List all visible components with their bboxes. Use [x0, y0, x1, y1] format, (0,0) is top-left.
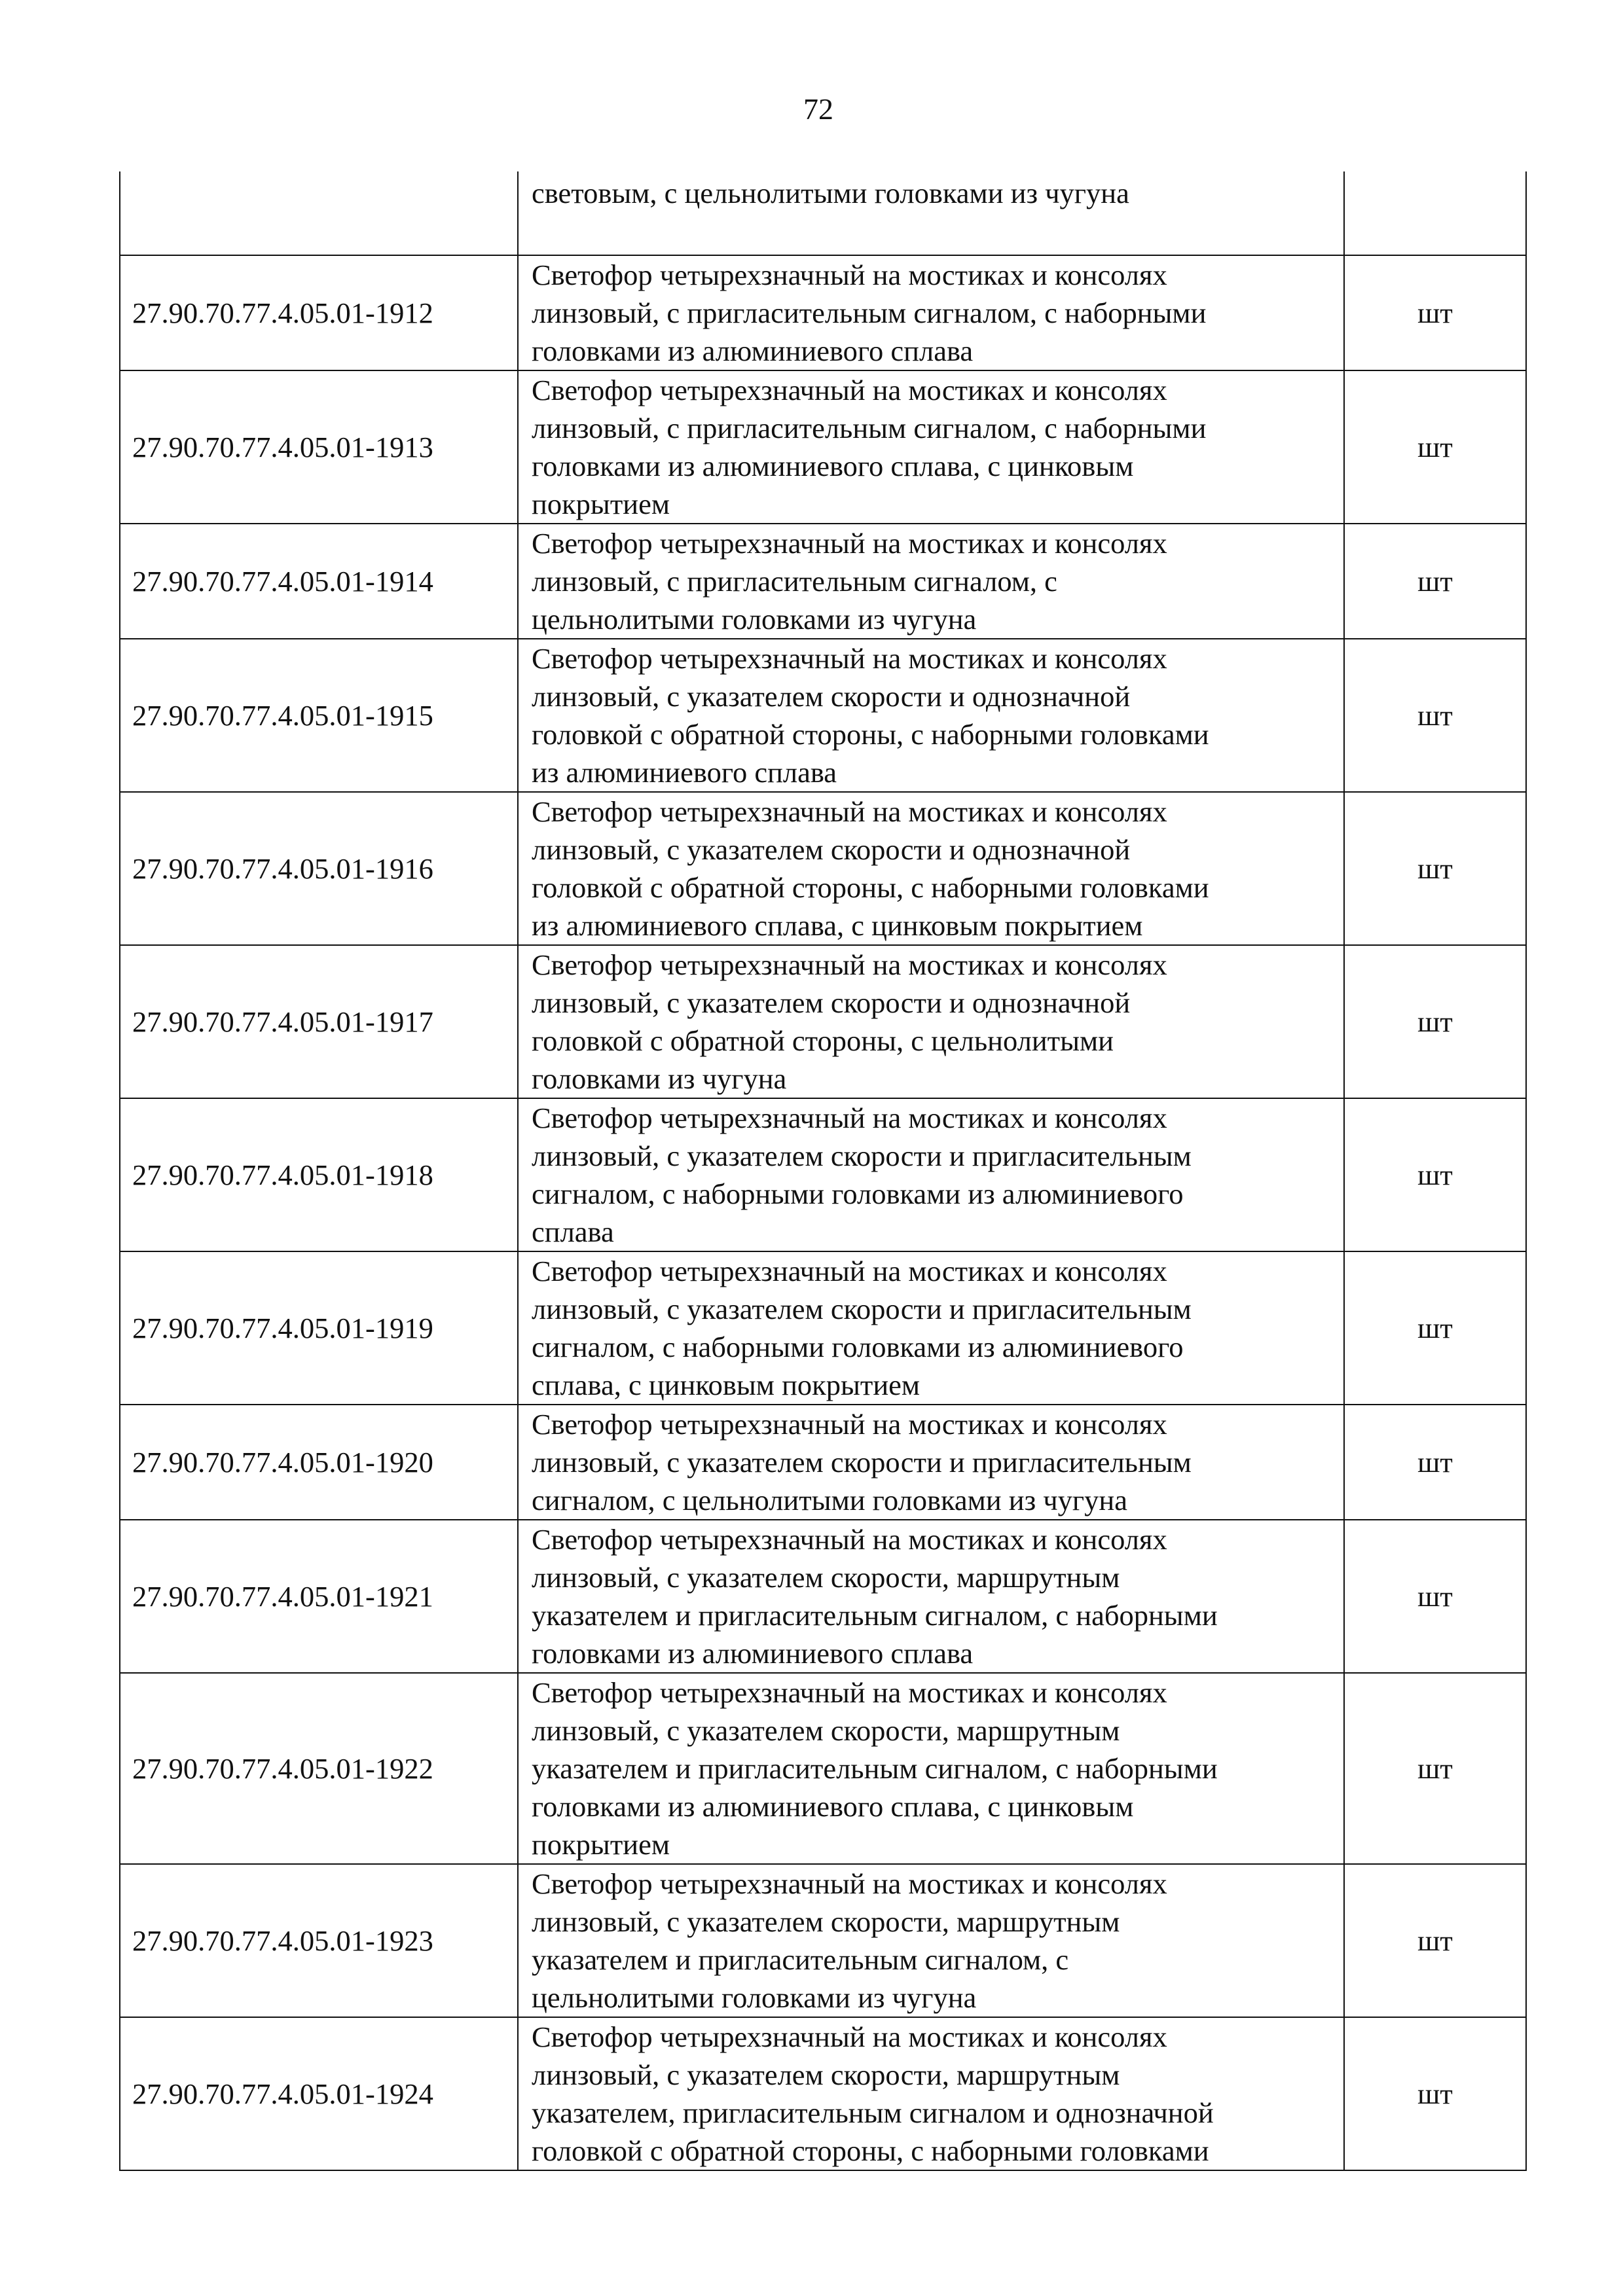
table-row	[120, 1405, 1526, 1520]
description-line: линзовый, с указателем скорости и однозначной	[532, 833, 1131, 866]
unit-cell: шт	[1344, 1520, 1526, 1673]
description-line: линзовый, с указателем скорости и пригласительным	[532, 1139, 1192, 1172]
description-line: из алюминиевого сплава, с цинковым покрытием	[532, 909, 1143, 942]
description-line: линзовый, с указателем скорости, маршрутным	[532, 1905, 1120, 1938]
price-table	[119, 171, 1527, 2171]
description-line: головкой с обратной стороны, с наборными головками	[532, 718, 1209, 751]
code-cell: 27.90.70.77.4.05.01-1917	[120, 945, 518, 1098]
table-row	[120, 1251, 1526, 1405]
code-cell: 27.90.70.77.4.05.01-1918	[120, 1098, 518, 1251]
description-cell	[518, 792, 1344, 945]
code-cell: 27.90.70.77.4.05.01-1916	[120, 792, 518, 945]
description-cell	[518, 1251, 1344, 1405]
description-line: Светофор четырехзначный на мостиках и консолях	[532, 1867, 1167, 1900]
description-line: линзовый, с указателем скорости, маршрутным	[532, 2058, 1120, 2091]
description-cell	[518, 171, 1344, 255]
description-line: Светофор четырехзначный на мостиках и консолях	[532, 1676, 1167, 1709]
description-line: головками из алюминиевого сплава	[532, 1637, 974, 1670]
description-line: сигналом, с цельнолитыми головками из чугуна	[532, 1484, 1127, 1516]
description-line: головкой с обратной стороны, с цельнолитыми	[532, 1024, 1114, 1057]
description-cell	[518, 639, 1344, 792]
unit-cell: шт	[1344, 1673, 1526, 1864]
unit-cell	[1344, 171, 1526, 255]
table-row	[120, 524, 1526, 639]
description-line: линзовый, с указателем скорости, маршрутным	[532, 1714, 1120, 1747]
description-cell	[518, 255, 1344, 370]
table-row	[120, 639, 1526, 792]
description-line: линзовый, с указателем скорости и однозначной	[532, 680, 1131, 713]
table-row	[120, 1673, 1526, 1864]
description-line: головками из алюминиевого сплава, с цинковым	[532, 450, 1134, 482]
description-line: сигналом, с наборными головками из алюминиевого	[532, 1177, 1184, 1210]
unit-cell: шт	[1344, 1251, 1526, 1405]
table-row	[120, 1520, 1526, 1673]
description-line: Светофор четырехзначный на мостиках и консолях	[532, 2020, 1167, 2053]
description-line: головками из алюминиевого сплава, с цинковым	[532, 1790, 1134, 1823]
code-cell: 27.90.70.77.4.05.01-1915	[120, 639, 518, 792]
description-line: Светофор четырехзначный на мостиках и консолях	[532, 1408, 1167, 1441]
unit-cell: шт	[1344, 639, 1526, 792]
code-cell: 27.90.70.77.4.05.01-1919	[120, 1251, 518, 1405]
description-line: линзовый, с указателем скорости и пригласительным	[532, 1446, 1192, 1479]
description-line: сигналом, с наборными головками из алюминиевого	[532, 1331, 1184, 1363]
description-line: указателем и пригласительным сигналом, с наборными	[532, 1599, 1218, 1632]
description-cell	[518, 2017, 1344, 2170]
description-line: световым, с цельнолитыми головками из чугуна	[532, 177, 1129, 209]
description-line: линзовый, с пригласительным сигналом, с наборными	[532, 296, 1207, 329]
code-cell: 27.90.70.77.4.05.01-1922	[120, 1673, 518, 1864]
table-row	[120, 792, 1526, 945]
table-row	[120, 945, 1526, 1098]
code-cell	[120, 171, 518, 255]
unit-cell: шт	[1344, 2017, 1526, 2170]
description-cell	[518, 1520, 1344, 1673]
unit-cell: шт	[1344, 1405, 1526, 1520]
unit-cell: шт	[1344, 1864, 1526, 2017]
table-row	[120, 255, 1526, 370]
table-body	[120, 171, 1526, 2170]
description-line: головками из чугуна	[532, 1062, 787, 1095]
description-line: покрытием	[532, 1828, 670, 1861]
description-line: Светофор четырехзначный на мостиках и консолях	[532, 1255, 1167, 1287]
code-cell: 27.90.70.77.4.05.01-1921	[120, 1520, 518, 1673]
description-cell	[518, 370, 1344, 524]
unit-cell: шт	[1344, 370, 1526, 524]
table-row	[120, 370, 1526, 524]
description-cell	[518, 1673, 1344, 1864]
unit-cell: шт	[1344, 945, 1526, 1098]
table-row	[120, 1864, 1526, 2017]
description-line: указателем и пригласительным сигналом, с наборными	[532, 1752, 1218, 1785]
description-cell	[518, 1405, 1344, 1520]
code-cell: 27.90.70.77.4.05.01-1923	[120, 1864, 518, 2017]
description-line: головкой с обратной стороны, с наборными головками	[532, 2134, 1209, 2167]
description-line: цельнолитыми головками из чугуна	[532, 603, 977, 636]
description-line: Светофор четырехзначный на мостиках и консолях	[532, 1102, 1167, 1134]
table-row	[120, 1098, 1526, 1251]
description-line: линзовый, с указателем скорости, маршрутным	[532, 1561, 1120, 1594]
description-line: сплава, с цинковым покрытием	[532, 1369, 921, 1401]
code-cell: 27.90.70.77.4.05.01-1924	[120, 2017, 518, 2170]
description-line: Светофор четырехзначный на мостиках и консолях	[532, 948, 1167, 981]
unit-cell: шт	[1344, 255, 1526, 370]
description-line: Светофор четырехзначный на мостиках и консолях	[532, 527, 1167, 560]
code-cell: 27.90.70.77.4.05.01-1920	[120, 1405, 518, 1520]
unit-cell: шт	[1344, 524, 1526, 639]
description-cell	[518, 945, 1344, 1098]
description-line: линзовый, с указателем скорости и пригласительным	[532, 1293, 1192, 1325]
description-line: указателем, пригласительным сигналом и однозначной	[532, 2096, 1214, 2129]
description-line: головкой с обратной стороны, с наборными головками	[532, 871, 1209, 904]
description-cell	[518, 1864, 1344, 2017]
description-line: покрытием	[532, 488, 670, 520]
description-line: цельнолитыми головками из чугуна	[532, 1981, 977, 2014]
description-cell	[518, 524, 1344, 639]
description-line: Светофор четырехзначный на мостиках и консолях	[532, 1523, 1167, 1556]
description-line: из алюминиевого сплава	[532, 756, 837, 789]
table-row	[120, 2017, 1526, 2170]
unit-cell: шт	[1344, 1098, 1526, 1251]
table-row-continuation	[120, 171, 1526, 255]
description-line: головками из алюминиевого сплава	[532, 334, 974, 367]
description-line: линзовый, с пригласительным сигналом, с	[532, 565, 1057, 598]
page-number: 72	[803, 92, 833, 126]
description-line: Светофор четырехзначный на мостиках и консолях	[532, 795, 1167, 828]
description-line: сплава	[532, 1215, 614, 1248]
description-line: линзовый, с указателем скорости и однозначной	[532, 986, 1131, 1019]
description-cell	[518, 1098, 1344, 1251]
code-cell: 27.90.70.77.4.05.01-1913	[120, 370, 518, 524]
code-cell: 27.90.70.77.4.05.01-1914	[120, 524, 518, 639]
description-line: Светофор четырехзначный на мостиках и консолях	[532, 642, 1167, 675]
description-line: Светофор четырехзначный на мостиках и консолях	[532, 259, 1167, 291]
description-line: линзовый, с пригласительным сигналом, с наборными	[532, 412, 1207, 444]
unit-cell: шт	[1344, 792, 1526, 945]
description-line: Светофор четырехзначный на мостиках и консолях	[532, 374, 1167, 406]
code-cell: 27.90.70.77.4.05.01-1912	[120, 255, 518, 370]
description-line: указателем и пригласительным сигналом, с	[532, 1943, 1069, 1976]
